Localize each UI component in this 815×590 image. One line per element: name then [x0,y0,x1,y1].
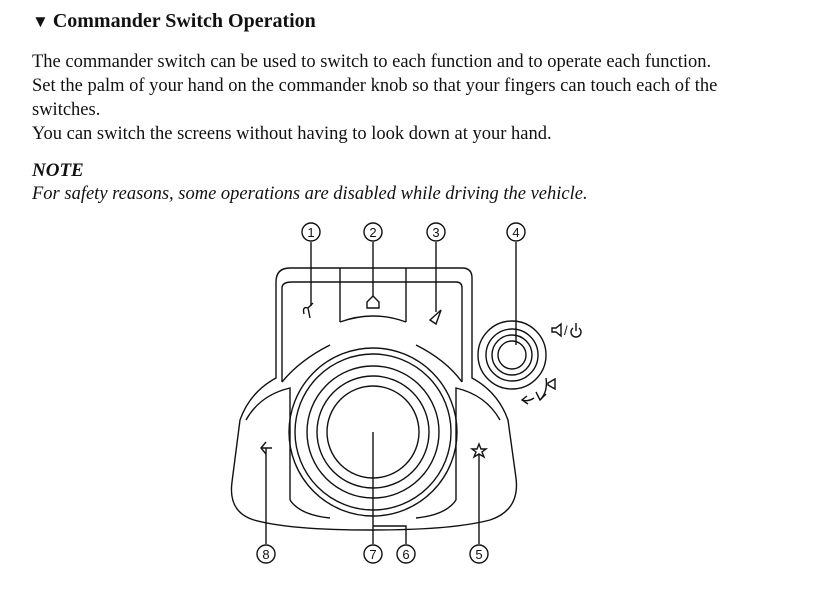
callout-2 [364,223,382,241]
callout-7 [364,545,382,563]
note-text: For safety reasons, some operations are disabled while driving the vehicle. [32,184,588,204]
section-marker-icon: ▼ [32,12,49,31]
callout-number: 7 [369,547,377,562]
speaker-icon [548,379,555,389]
volume-dial-outer [478,321,546,389]
callout-leader [373,526,406,544]
callout-5 [470,545,488,563]
callout-4 [507,223,525,241]
callout-number: 1 [307,225,315,240]
paragraph-line: The commander switch can be used to switch to each function and to operate each function. [32,52,712,72]
callout-8 [257,545,275,563]
button-edge [282,345,330,382]
callout-number: 6 [402,547,410,562]
note-title: NOTE [32,160,84,181]
callout-number: 5 [475,547,483,562]
callout-number: 8 [262,547,270,562]
favorite-button-bay [456,388,500,500]
volume-dial-ring [486,329,538,381]
section-title: Commander Switch Operation [52,10,316,32]
mute-power-separator: / [564,323,568,338]
callout-number: 3 [432,225,440,240]
paragraph-line: Set the palm of your hand on the commander knob so that your fingers can touch each of the [32,76,718,96]
power-icon [571,323,581,337]
callout-number: 4 [512,225,520,240]
paragraph-line: switches. [32,100,101,120]
home-button-edge [340,316,406,322]
paragraph-line: You can switch the screens without having to look down at your hand. [32,124,552,144]
callout-1 [302,223,320,241]
mute-icon [552,324,561,336]
volume-dial-center [498,341,526,369]
callout-3 [427,223,445,241]
back-button-bay [246,388,290,500]
button-edge [416,345,462,382]
callout-number: 2 [369,225,377,240]
navigation-icon [430,310,441,324]
home-icon [367,296,379,308]
callout-6 [397,545,415,563]
